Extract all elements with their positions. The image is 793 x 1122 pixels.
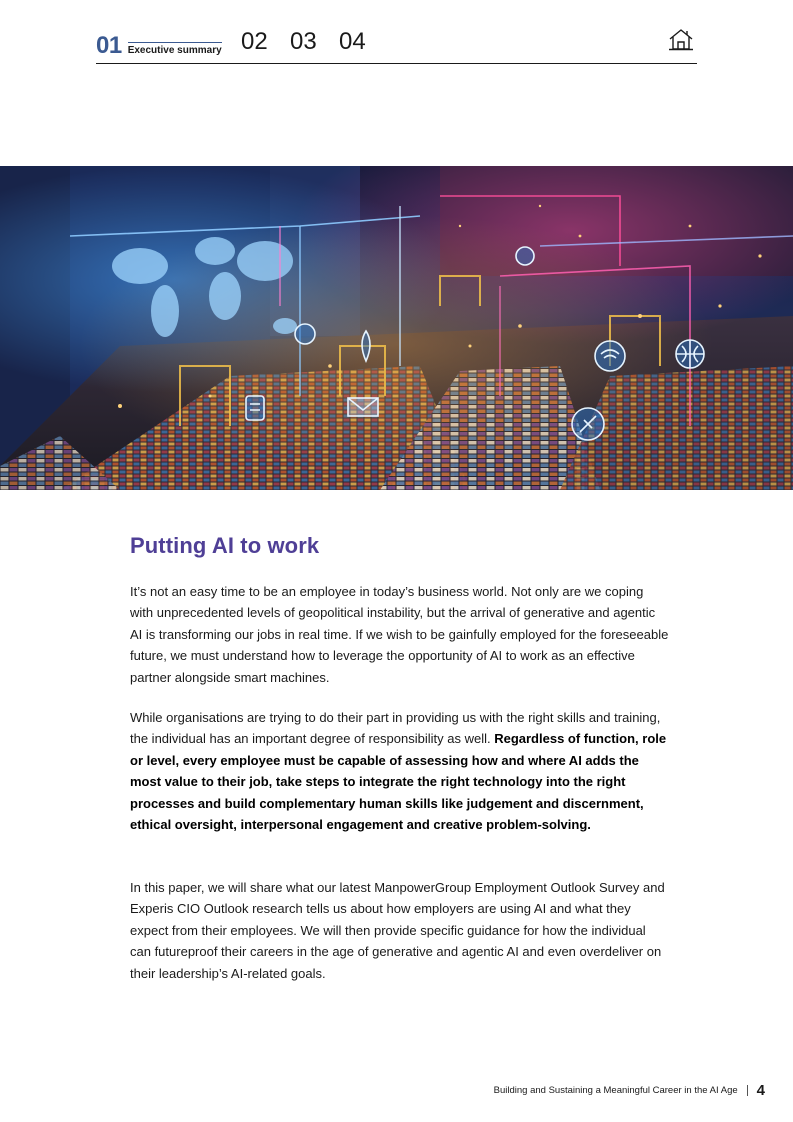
paragraph-responsibility-regular: While organisations are trying to do their part in providing us with the right skills and training, the individual has an important degree of responsibility as well. bbox=[130, 710, 661, 747]
paragraph-paper-overview: In this paper, we will share what our latest ManpowerGroup Employment Outlook Survey and Experis CIO Outlook research tells us about how employers are using AI and what they expect from their employees. We will then provide specific guidance for how the individual can futureproof their careers in the age of generative and agentic AI and even overdeliver on their leadership’s AI-related goals. bbox=[130, 880, 665, 981]
footer-document-title: Building and Sustaining a Meaningful Career in the AI Age bbox=[493, 1085, 738, 1096]
nav-section-01[interactable] bbox=[96, 28, 222, 58]
nav-active-number: 01 bbox=[96, 32, 122, 59]
footer-divider bbox=[747, 1085, 748, 1096]
nav-section-04[interactable]: 04 bbox=[339, 28, 366, 55]
section-title: Putting AI to work bbox=[130, 533, 320, 558]
page-number: 4 bbox=[756, 1082, 765, 1099]
paragraph-responsibility-bold: Regardless of function, role or level, every employee must be capable of assessing how and where AI adds the most value to their job, take steps to integrate the right technology into the right processes and build complementary human skills like judgement and discernment, ethical oversight, interpersonal engagement and creative problem-solving. bbox=[130, 731, 667, 833]
nav-active-label: Executive summary bbox=[128, 42, 222, 56]
hero-image bbox=[0, 166, 793, 490]
paragraph-intro: It’s not an easy time to be an employee in today’s business world. Not only are we coping with unprecedented levels of geopolitical instability, but the arrival of generative and agentic AI is transforming our jobs in real time. If we wish to be gainfully employed for the foreseeable future, we must understand how to leverage the opportunity of AI to work as an effective partner alongside smart machines. bbox=[130, 584, 669, 685]
paragraph-responsibility bbox=[130, 707, 670, 835]
section-nav bbox=[96, 26, 697, 64]
home-icon[interactable] bbox=[668, 28, 694, 52]
nav-section-03[interactable]: 03 bbox=[290, 28, 317, 55]
page-footer bbox=[494, 1082, 765, 1099]
port-ai-illustration bbox=[0, 166, 793, 490]
nav-section-02[interactable]: 02 bbox=[241, 28, 268, 55]
